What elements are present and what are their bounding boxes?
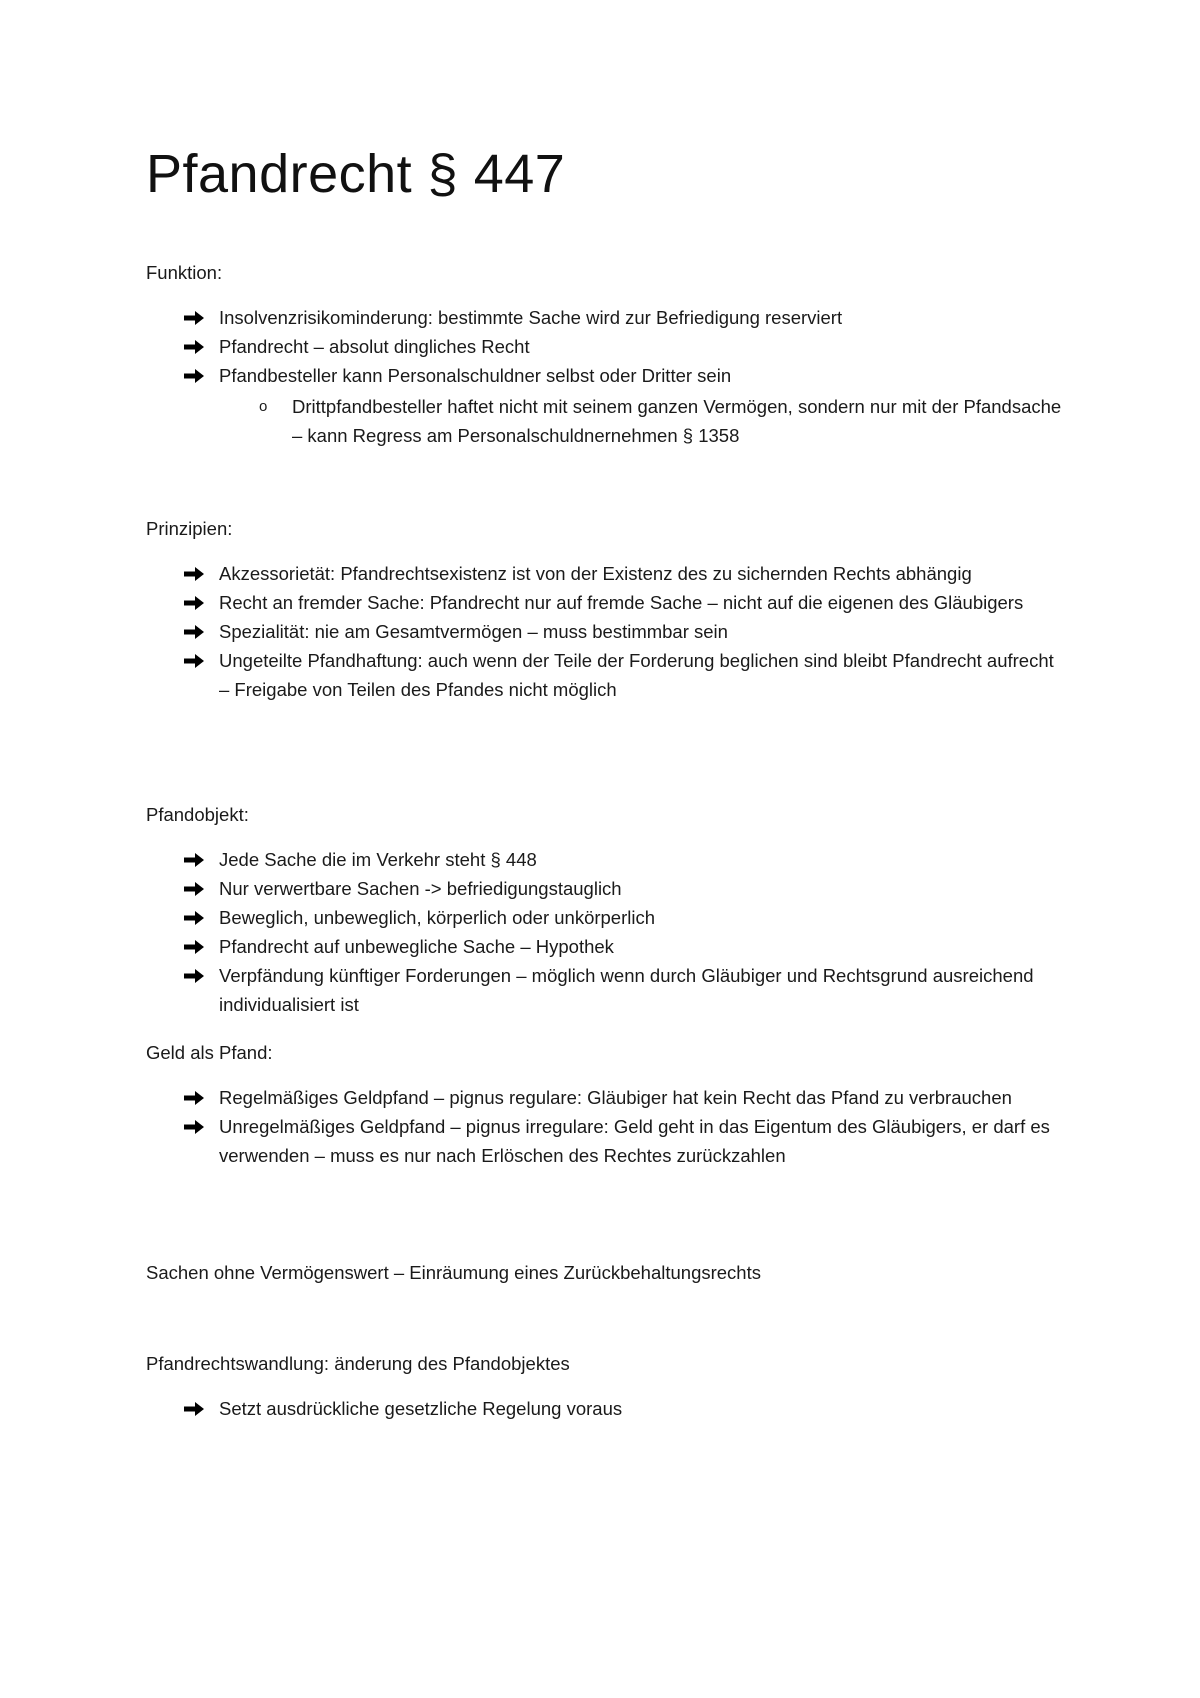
list-item: [146, 1394, 1066, 1423]
list-item-text: Beweglich, unbeweglich, körperlich oder unkörperlich: [219, 907, 656, 928]
bullet-list: [146, 1394, 1066, 1423]
section-geld-als-pfand: [146, 1038, 1066, 1170]
list-item-text: Insolvenzrisikominderung: bestimmte Sache wird zur Befriedigung reserviert: [219, 307, 843, 328]
list-item-text: Pfandrecht auf unbewegliche Sache – Hypothek: [219, 936, 614, 957]
arrow-right-icon: [183, 588, 205, 617]
page-title: Pfandrecht § 447: [146, 144, 566, 204]
bullet-list: [146, 1083, 1066, 1170]
bullet-list: [146, 559, 1066, 704]
section-pfandobjekt: [146, 800, 1066, 1019]
section-sachen-ohne-vermoegenswert: [146, 1258, 1066, 1287]
list-item: [146, 1112, 1066, 1170]
arrow-right-icon: [183, 1083, 205, 1112]
sub-list-item-text: Drittpfandbesteller haftet nicht mit seinem ganzen Vermögen, sondern nur mit der Pfandsache – kann Regress am Personalschuldnernehmen § 1358: [292, 396, 1062, 446]
arrow-right-icon: [183, 1394, 205, 1423]
list-item-text: Unregelmäßiges Geldpfand – pignus irregulare: Geld geht in das Eigentum des Gläubigers, er darf es verwenden – muss es nur nach Erlöschen des Rechtes zurückzahlen: [219, 1116, 1050, 1166]
list-item: [146, 961, 1066, 1019]
arrow-right-icon: [183, 874, 205, 903]
list-item-text: Pfandbesteller kann Personalschuldner selbst oder Dritter sein: [219, 365, 732, 386]
section-heading: Geld als Pfand:: [146, 1042, 273, 1063]
section-heading: Pfandobjekt:: [146, 804, 249, 825]
arrow-right-icon: [183, 932, 205, 961]
list-item: [146, 617, 1066, 646]
bullet-list: [146, 845, 1066, 1019]
list-item-text: Ungeteilte Pfandhaftung: auch wenn der Teile der Forderung beglichen sind bleibt Pfandrecht aufrecht – Freigabe von Teilen des Pfandes nicht möglich: [219, 650, 1054, 700]
arrow-right-icon: [183, 303, 205, 332]
list-item: [146, 588, 1066, 617]
sub-list-item: [146, 392, 1066, 450]
section-pfandrechtswandlung: [146, 1349, 1066, 1423]
list-item-text: Akzessorietät: Pfandrechtsexistenz ist von der Existenz des zu sichernden Rechts abhängig: [219, 563, 972, 584]
list-item-text: Pfandrecht – absolut dingliches Recht: [219, 336, 530, 357]
arrow-right-icon: [183, 361, 205, 390]
list-item: [146, 874, 1066, 903]
sub-list: [146, 392, 1066, 450]
circle-bullet-icon: o: [259, 398, 268, 415]
arrow-right-icon: [183, 845, 205, 874]
arrow-right-icon: [183, 1112, 205, 1141]
list-item: [146, 332, 1066, 361]
list-item: [146, 845, 1066, 874]
list-item-text: Nur verwertbare Sachen -> befriedigungstauglich: [219, 878, 622, 899]
list-item-text: Spezialität: nie am Gesamtvermögen – muss bestimmbar sein: [219, 621, 728, 642]
list-item-text: Jede Sache die im Verkehr steht § 448: [219, 849, 537, 870]
section-heading: Funktion:: [146, 262, 223, 283]
list-item: [146, 903, 1066, 932]
list-item: [146, 303, 1066, 332]
arrow-right-icon: [183, 559, 205, 588]
section-heading: Prinzipien:: [146, 518, 233, 539]
list-item: [146, 559, 1066, 588]
list-item: [146, 361, 1066, 390]
list-item: [146, 932, 1066, 961]
bullet-list: [146, 303, 1066, 390]
section-text: Sachen ohne Vermögenswert – Einräumung eines Zurückbehaltungsrechts: [146, 1262, 761, 1283]
list-item-text: Verpfändung künftiger Forderungen – möglich wenn durch Gläubiger und Rechtsgrund ausreichend individualisiert ist: [219, 965, 1034, 1015]
list-item-text: Recht an fremder Sache: Pfandrecht nur auf fremde Sache – nicht auf die eigenen des Gläubigers: [219, 592, 1024, 613]
arrow-right-icon: [183, 617, 205, 646]
list-item: [146, 646, 1066, 704]
section-heading: Pfandrechtswandlung: änderung des Pfandobjektes: [146, 1353, 570, 1374]
arrow-right-icon: [183, 646, 205, 675]
list-item: [146, 1083, 1066, 1112]
arrow-right-icon: [183, 903, 205, 932]
list-item-text: Regelmäßiges Geldpfand – pignus regulare: Gläubiger hat kein Recht das Pfand zu verbrauchen: [219, 1087, 1012, 1108]
arrow-right-icon: [183, 332, 205, 361]
section-funktion: [146, 258, 1066, 450]
arrow-right-icon: [183, 961, 205, 990]
section-prinzipien: [146, 514, 1066, 704]
list-item-text: Setzt ausdrückliche gesetzliche Regelung voraus: [219, 1398, 623, 1419]
